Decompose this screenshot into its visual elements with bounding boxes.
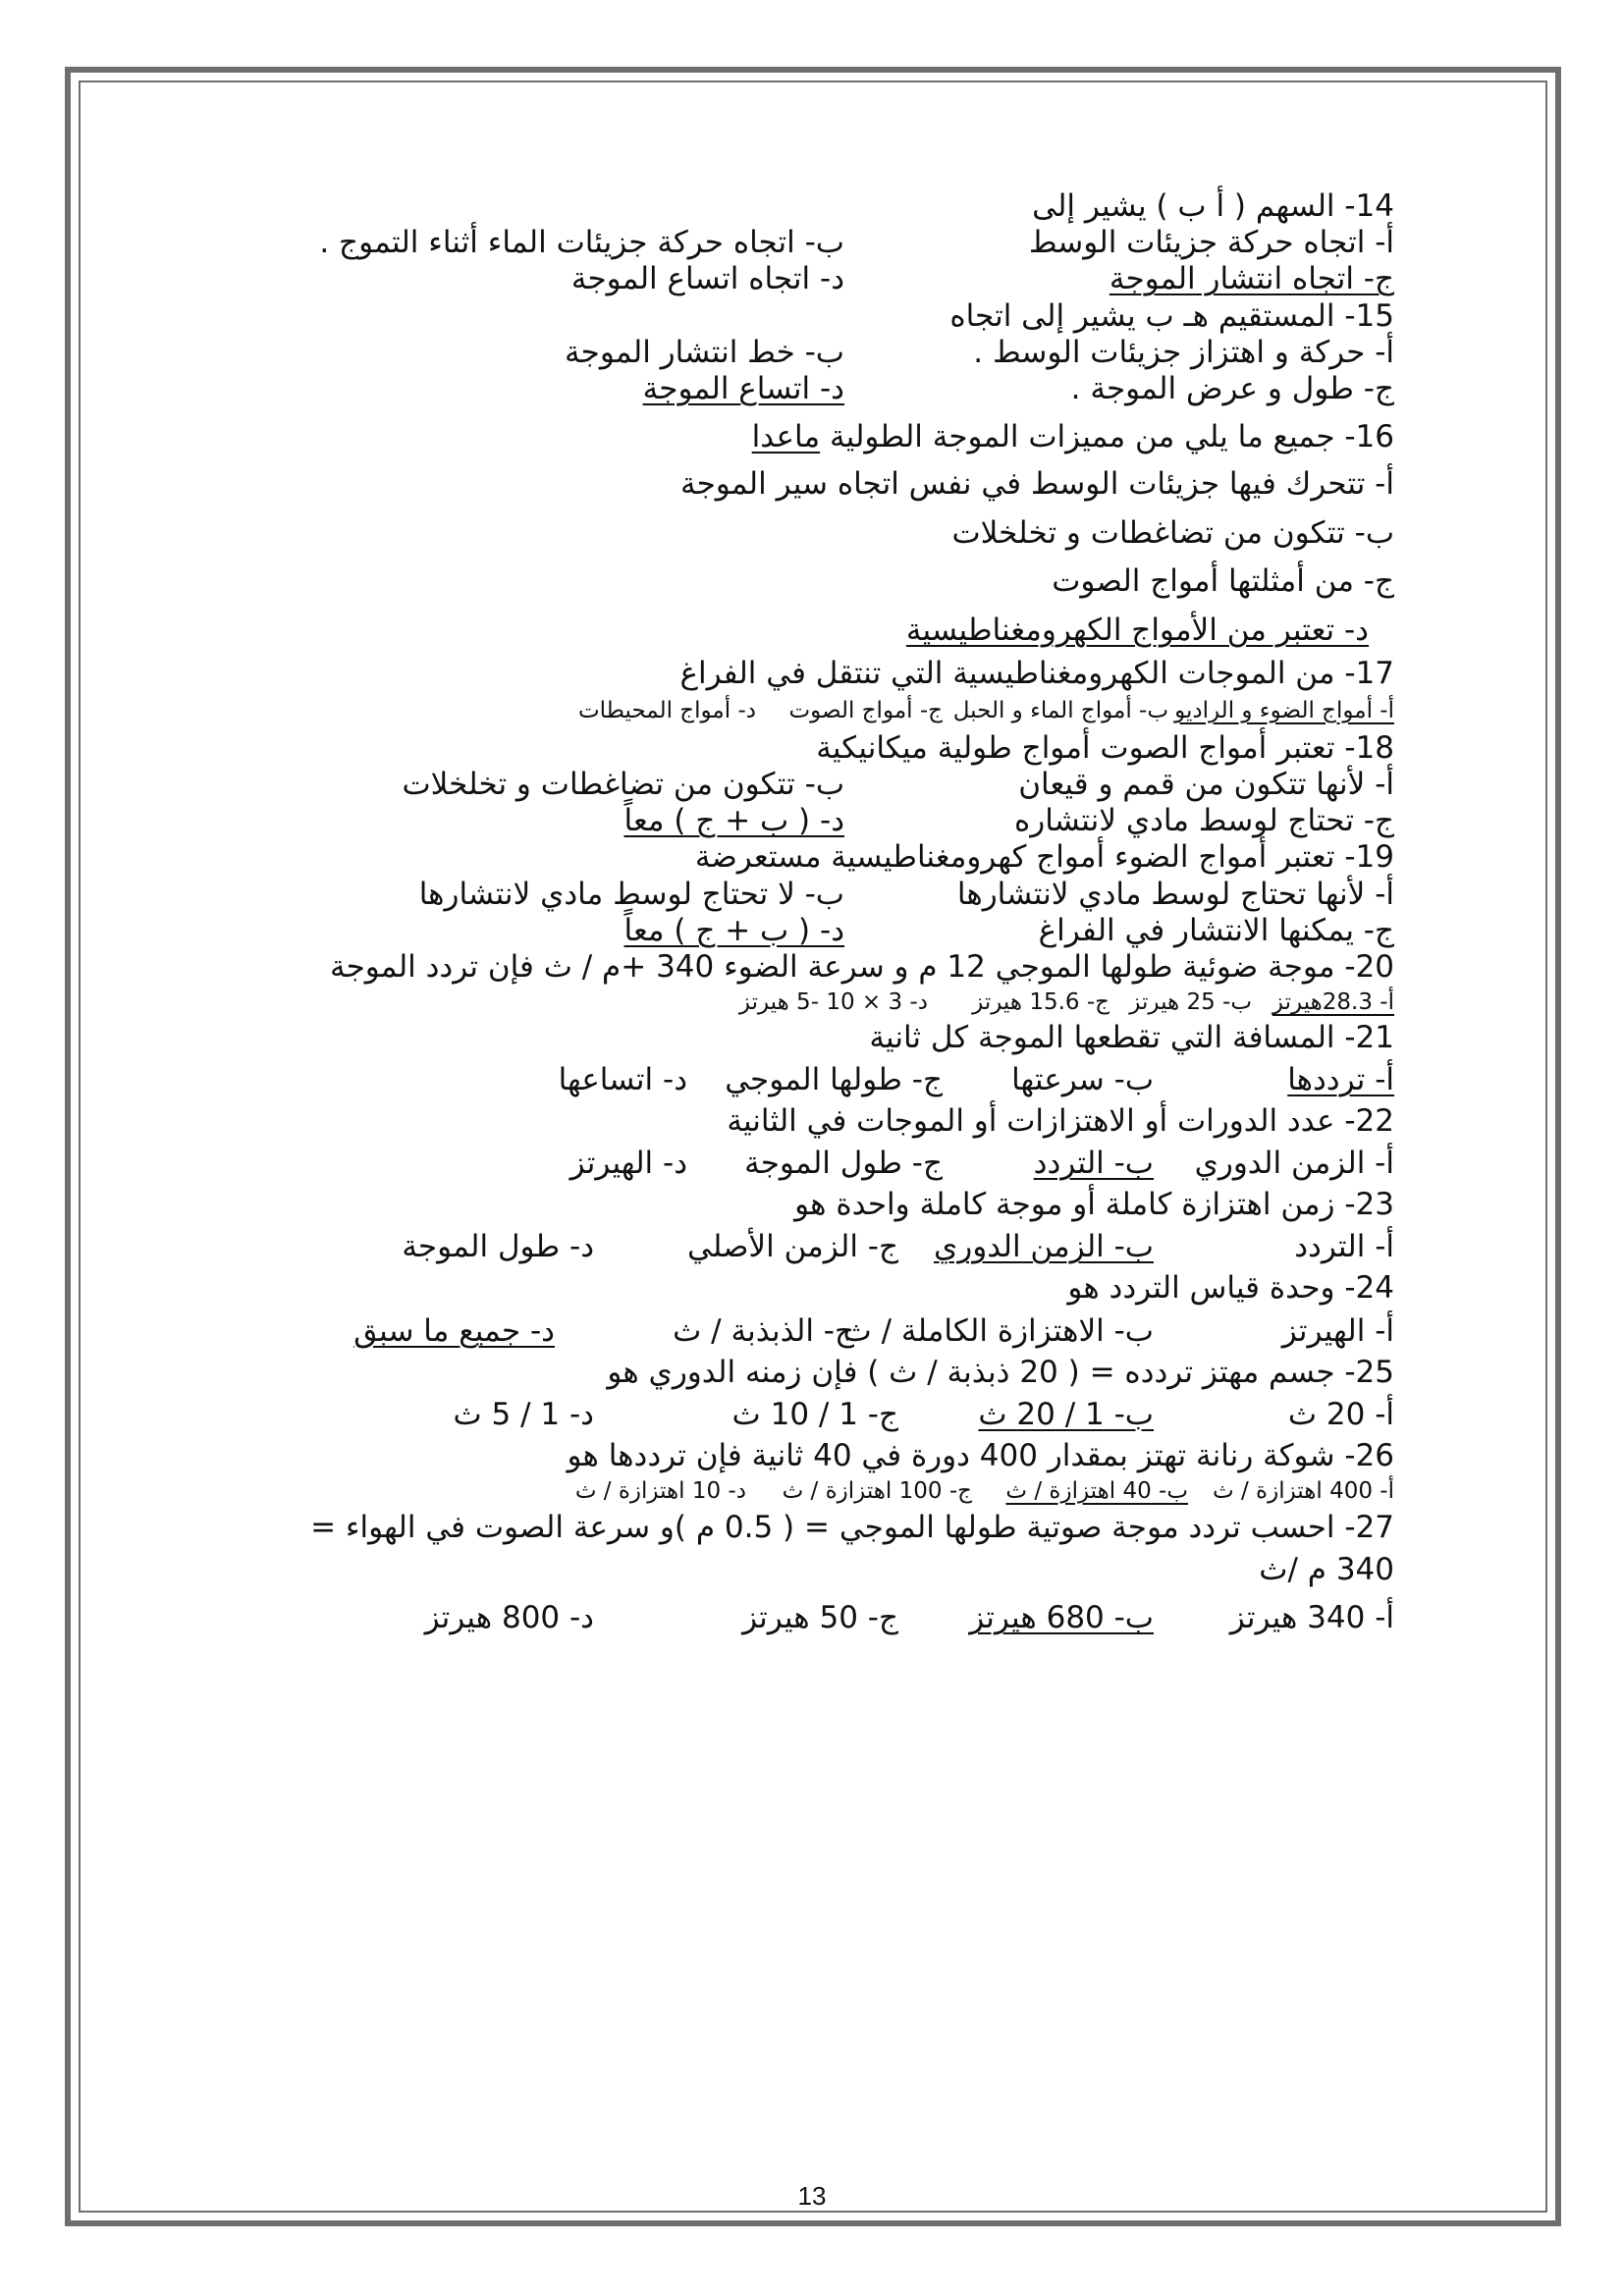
q18-option-c[interactable]: ج- تحتاج لوسط مادي لانتشاره [1013, 803, 1394, 839]
q16-option-a-row [236, 460, 1394, 509]
question-24-options [236, 1308, 1394, 1355]
q23-option-d[interactable]: د- طول الموجة [402, 1229, 594, 1265]
q16-option-d-correct[interactable]: د- تعتبر من الأمواج الكهرومغناطيسية [905, 612, 1369, 648]
q20-option-b[interactable]: ب- 25 هيرتز [1129, 989, 1252, 1016]
q16-stem-emphasis: ماعدا [751, 419, 821, 455]
q27-option-a[interactable]: أ- 340 هيرتز [1229, 1600, 1394, 1636]
page-number: 13 [797, 2181, 827, 2211]
question-22-stem: 22- عدد الدورات أو الاهتزازات أو الموجات في الثانية [727, 1102, 1394, 1139]
q15-option-d-correct[interactable]: د- اتساع الموجة [642, 370, 844, 406]
q18-option-d-correct[interactable]: د- ( ب + ج ) معاً [623, 803, 844, 839]
question-15-options-row-1 [236, 335, 1394, 371]
q21-option-b[interactable]: ب- سرعتها [1011, 1061, 1154, 1097]
q27-option-c[interactable]: ج- 50 هيرتز [742, 1600, 898, 1636]
q25-option-d[interactable]: د- 1 / 5 ث [453, 1396, 594, 1432]
q26-option-d[interactable]: د- 10 اهتزازة / ث [574, 1478, 746, 1504]
q19-option-b[interactable]: ب- لا تحتاج لوسط مادي لانتشارها [418, 876, 844, 912]
q24-option-d-correct[interactable]: د- جميع ما سبق [353, 1312, 555, 1349]
q17-option-a-correct[interactable]: أ- أمواج الضوء و الراديو [1174, 697, 1394, 723]
question-16-stem: 16- جميع ما يلي من مميزات الموجة الطولية ماعدا [236, 413, 1394, 460]
q24-option-a[interactable]: أ- الهيرتز [1281, 1312, 1394, 1349]
q20-option-a-correct[interactable]: أ- 28.3هيرتز [1272, 989, 1394, 1016]
question-21-stem: 21- المسافة التي تقطعها الموجة كل ثانية [869, 1019, 1394, 1055]
q23-option-c[interactable]: ج- الزمن الأصلي [687, 1229, 898, 1265]
q18-option-b[interactable]: ب- تتكون من تضاغطات و تخلخلات [402, 767, 844, 803]
question-20-options [236, 986, 1394, 1020]
q26-option-a[interactable]: أ- 400 اهتزازة / ث [1213, 1478, 1394, 1504]
question-25-options [236, 1391, 1394, 1438]
q15-option-a[interactable]: أ- حركة و اهتزاز جزيئات الوسط . [973, 334, 1394, 370]
q24-option-c[interactable]: ج- الذبذبة / ث [673, 1312, 854, 1349]
q20-option-c[interactable]: ج- 15.6 هيرتز [972, 989, 1110, 1016]
q18-option-a[interactable]: أ- لأنها تتكون من قمم و قيعان [1018, 767, 1394, 803]
q21-option-a-correct[interactable]: أ- ترددها [1287, 1061, 1394, 1097]
q17-option-b[interactable]: ب- أمواج الماء و الحبل [952, 697, 1168, 723]
question-18-options-row-1 [236, 767, 1394, 803]
question-25-stem: 25- جسم مهتز تردده = ( 20 ذبذبة / ث ) فإن زمنه الدوري هو [607, 1354, 1394, 1390]
question-21-options [236, 1056, 1394, 1103]
q25-option-a[interactable]: أ- 20 ث [1287, 1396, 1394, 1432]
q19-option-a[interactable]: أ- لأنها تحتاج لوسط مادي لانتشارها [956, 876, 1394, 912]
question-15-stem: 15- المستقيم هـ ب يشير إلى اتجاه [949, 297, 1394, 334]
question-14-options-row-2 [236, 261, 1394, 297]
question-15-options-row-2 [236, 371, 1394, 407]
q15-option-c[interactable]: ج- طول و عرض الموجة . [1070, 370, 1394, 406]
question-23-options [236, 1223, 1394, 1270]
question-17-options [236, 692, 1394, 730]
q26-option-c[interactable]: ج- 100 اهتزازة / ث [782, 1478, 972, 1504]
q21-option-c[interactable]: ج- طولها الموجي [725, 1061, 943, 1097]
q19-option-d-correct[interactable]: د- ( ب + ج ) معاً [623, 912, 844, 948]
q16-option-c-row [236, 558, 1394, 607]
q20-option-d[interactable]: د- 3 × 10 -5 هيرتز [738, 989, 928, 1016]
q17-option-c[interactable]: ج- أمواج الصوت [788, 697, 943, 723]
q19-option-c[interactable]: ج- يمكنها الانتشار في الفراغ [1038, 912, 1394, 948]
q27-option-d[interactable]: د- 800 هيرتز [424, 1600, 594, 1636]
question-19-options-row-2 [236, 913, 1394, 949]
question-24-stem: 24- وحدة قياس التردد هو [1067, 1270, 1394, 1307]
q24-option-b[interactable]: ب- الاهتزازة الكاملة / ث [842, 1312, 1154, 1349]
q16-option-b-row [236, 509, 1394, 559]
q22-option-a[interactable]: أ- الزمن الدوري [1194, 1146, 1394, 1182]
question-26-stem: 26- شوكة رنانة تهتز بمقدار 400 دورة في 40 ثانية فإن ترددها هو [567, 1437, 1394, 1473]
question-18-stem: 18- تعتبر أمواج الصوت أمواج طولية ميكانيكية [816, 729, 1394, 766]
q22-option-d[interactable]: د- الهيرتز [569, 1146, 687, 1182]
question-19-stem: 19- تعتبر أمواج الضوء أمواج كهرومغناطيسية مستعرضة [694, 839, 1394, 876]
q14-option-c-correct[interactable]: ج- اتجاه انتشار الموجة [1109, 261, 1394, 297]
question-27-stem: 27- احسب تردد موجة صوتية طولها الموجي = ( 0.5 م )و سرعة الصوت في الهواء = [310, 1509, 1394, 1545]
q15-option-b[interactable]: ب- خط انتشار الموجة [565, 334, 844, 370]
question-14-stem: 14- السهم ( أ ب ) يشير إلى [1032, 188, 1394, 224]
q23-option-a[interactable]: أ- التردد [1294, 1229, 1394, 1265]
q21-option-d[interactable]: د- اتساعها [558, 1061, 687, 1097]
question-27-options [236, 1594, 1394, 1643]
question-17-stem: 17- من الموجات الكهرومغناطيسية التي تنتقل في الفراغ [679, 655, 1394, 691]
question-18-options-row-2 [236, 803, 1394, 839]
q14-option-d[interactable]: د- اتجاه اتساع الموجة [570, 261, 844, 297]
q25-option-c[interactable]: ج- 1 / 10 ث [731, 1396, 898, 1432]
question-20-stem: 20- موجة ضوئية طولها الموجي 12 م و سرعة الضوء 340 +م / ث فإن تردد الموجة [330, 948, 1394, 985]
q27-option-b-correct[interactable]: ب- 680 هيرتز [969, 1600, 1154, 1636]
q22-option-c[interactable]: ج- طول الموجة [744, 1146, 943, 1182]
worksheet-content [236, 188, 1394, 1643]
q26-option-b-correct[interactable]: ب- 40 اهتزازة / ث [1005, 1478, 1188, 1504]
q17-option-d[interactable]: د- أمواج المحيطات [577, 697, 756, 723]
question-23-stem: 23- زمن اهتزازة كاملة أو موجة كاملة واحدة هو [794, 1187, 1394, 1223]
question-19-options-row-1 [236, 877, 1394, 913]
q16-option-d-row [236, 607, 1394, 656]
question-14-options-row-1 [236, 225, 1394, 261]
question-27-stem-continued: 340 م /ث [1259, 1551, 1394, 1587]
q25-option-b-correct[interactable]: ب- 1 / 20 ث [978, 1396, 1154, 1432]
q23-option-b-correct[interactable]: ب- الزمن الدوري [934, 1229, 1154, 1265]
q22-option-b-correct[interactable]: ب- التردد [1033, 1146, 1154, 1182]
q14-option-a[interactable]: أ- اتجاه حركة جزيئات الوسط [1028, 225, 1394, 261]
question-22-options [236, 1140, 1394, 1187]
q16-option-c[interactable]: ج- من أمثلتها أمواج الصوت [1052, 563, 1394, 600]
q14-option-b[interactable]: ب- اتجاه حركة جزيئات الماء أثناء التموج . [319, 225, 844, 261]
question-26-options [236, 1474, 1394, 1510]
q16-option-b[interactable]: ب- تتكون من تضاغطات و تخلخلات [951, 514, 1394, 551]
q16-option-a[interactable]: أ- تتحرك فيها جزيئات الوسط في نفس اتجاه سير الموجة [679, 466, 1394, 503]
